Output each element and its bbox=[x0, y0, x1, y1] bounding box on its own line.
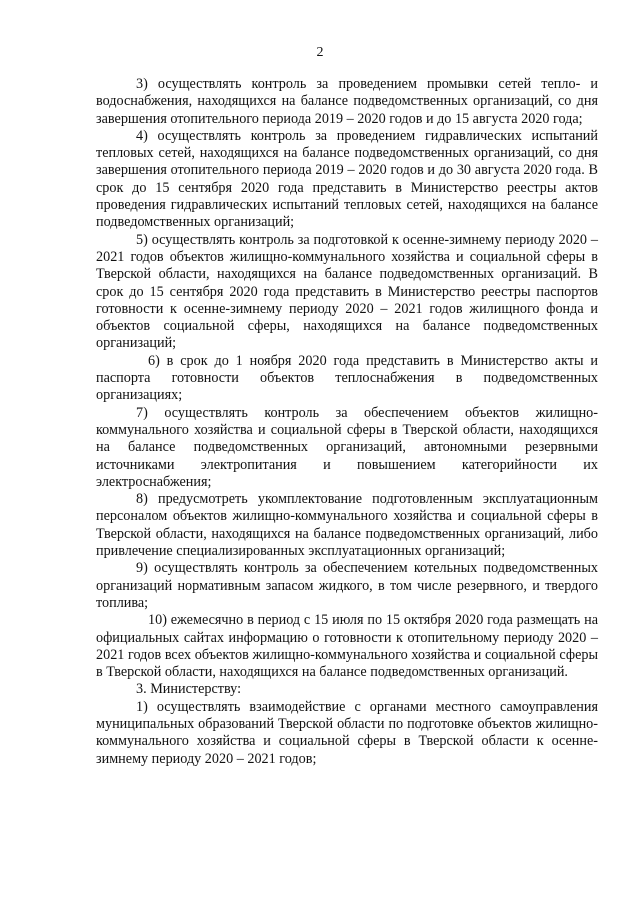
paragraph-item-5: 5) осуществлять контроль за подготовкой к осенне-зимнему периоду 2020 – 2021 годов объектов жилищно-коммунального хозяйства и социальной сферы в Тверской области, находящихся на балансе подведомственных организаций. В срок до 15 сентября 2020 года представить в Министерство реестры паспортов готовности к осенне-зимнему периоду 2020 – 2021 годов жилищного фонда и объектов социальной сферы, находящихся на балансе подведомственных организаций; bbox=[96, 231, 598, 352]
page-number: 2 bbox=[316, 45, 324, 60]
paragraph-item-10: 10) ежемесячно в период с 15 июля по 15 октября 2020 года размещать на официальных сайтах информацию о готовности к отопительному периоду 2020 – 2021 годов всех объектов жилищно-коммунального хозяйства и социальной сферы в Тверской области, находящихся на балансе подведомственных организаций. bbox=[96, 612, 598, 681]
paragraph-item-9: 9) осуществлять контроль за обеспечением котельных подведомственных организаций нормативным запасом жидкого, в том числе резервного, и твердого топлива; bbox=[96, 560, 598, 611]
paragraph-item-4: 4) осуществлять контроль за проведением гидравлических испытаний тепловых сетей, находящихся на балансе подведомственных организаций, со дня завершения отопительного периода 2019 – 2020 годов и до 30 августа 2020 года. В срок до 15 сентября 2020 года представить в Министерство реестры актов проведения гидравлических испытаний тепловых сетей, находящихся на балансе подведомственных организаций; bbox=[96, 127, 598, 231]
section-heading-ministry: 3. Министерству: bbox=[136, 681, 242, 698]
paragraph-ministry-item-1: 1) осуществлять взаимодействие с органами местного самоуправления муниципальных образований Тверской области по подготовке объектов жилищно-коммунального хозяйства и социальной сферы в Тверской области к осенне-зимнему периоду 2020 – 2021 годов; bbox=[96, 698, 598, 767]
document-body bbox=[96, 76, 598, 768]
paragraph-item-6: 6) в срок до 1 ноября 2020 года представить в Министерство акты и паспорта готовности объектов теплоснабжения в подведомственных организациях; bbox=[96, 352, 598, 404]
paragraph-item-8: 8) предусмотреть укомплектование подготовленным эксплуатационным персоналом объектов жилищно-коммунального хозяйства и социальной сферы в Тверской области, находящихся на балансе подведомственных организаций, либо привлечение специализированных эксплуатационных организаций; bbox=[96, 491, 598, 560]
paragraph-item-3: 3) осуществлять контроль за проведением промывки сетей тепло- и водоснабжения, находящихся на балансе подведомственных организаций, со дня завершения отопительного периода 2019 – 2020 годов и до 15 августа 2020 года; bbox=[96, 76, 598, 127]
paragraph-item-7: 7) осуществлять контроль за обеспечением объектов жилищно-коммунального хозяйства и социальной сферы в Тверской области, находящихся на балансе подведомственных организаций, автономными резервными источниками электропитания и повышением категорийности их электроснабжения; bbox=[96, 404, 598, 490]
